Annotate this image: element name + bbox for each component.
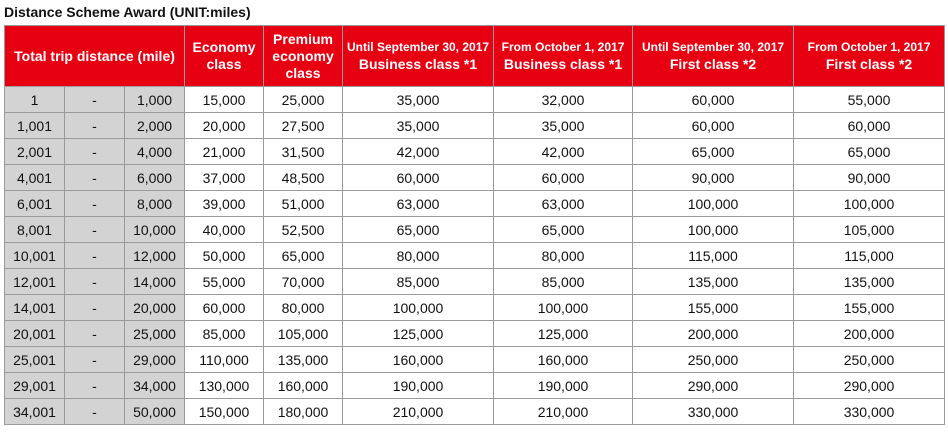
first-from-value: 100,000 (794, 191, 945, 217)
distance-from: 6,001 (5, 191, 65, 217)
distance-dash: - (65, 87, 125, 113)
first-until-value: 60,000 (633, 113, 794, 139)
business-from-value: 42,000 (494, 139, 633, 165)
first-until-value: 330,000 (633, 399, 794, 425)
distance-dash: - (65, 243, 125, 269)
economy-value: 85,000 (185, 321, 264, 347)
premium-economy-value: 105,000 (264, 321, 343, 347)
distance-to: 34,000 (125, 373, 185, 399)
header-date: Until September 30, 2017 (346, 40, 490, 54)
distance-to: 20,000 (125, 295, 185, 321)
business-until-value: 35,000 (343, 113, 494, 139)
distance-to: 1,000 (125, 87, 185, 113)
table-row (5, 217, 945, 243)
business-until-value: 160,000 (343, 347, 494, 373)
economy-value: 40,000 (185, 217, 264, 243)
header-economy-line: class (206, 56, 242, 72)
first-from-value: 105,000 (794, 217, 945, 243)
table-row (5, 321, 945, 347)
business-from-value: 63,000 (494, 191, 633, 217)
distance-from: 34,001 (5, 399, 65, 425)
economy-value: 130,000 (185, 373, 264, 399)
business-until-value: 100,000 (343, 295, 494, 321)
table-row (5, 87, 945, 113)
header-premium-line: class (285, 64, 321, 81)
business-from-value: 32,000 (494, 87, 633, 113)
distance-to: 25,000 (125, 321, 185, 347)
header-date: Until September 30, 2017 (641, 40, 785, 54)
header-economy (185, 26, 264, 87)
first-until-value: 90,000 (633, 165, 794, 191)
premium-economy-value: 70,000 (264, 269, 343, 295)
business-from-value: 65,000 (494, 217, 633, 243)
premium-economy-value: 160,000 (264, 373, 343, 399)
distance-from: 10,001 (5, 243, 65, 269)
header-economy-line: Economy (192, 39, 256, 55)
header-date: From October 1, 2017 (807, 40, 931, 54)
table-row (5, 399, 945, 425)
premium-economy-value: 51,000 (264, 191, 343, 217)
header-premium-line: Premium (273, 30, 333, 47)
distance-from: 2,001 (5, 139, 65, 165)
economy-value: 110,000 (185, 347, 264, 373)
distance-from: 12,001 (5, 269, 65, 295)
distance-from: 8,001 (5, 217, 65, 243)
header-business-from (494, 26, 633, 87)
premium-economy-value: 180,000 (264, 399, 343, 425)
economy-value: 21,000 (185, 139, 264, 165)
first-until-value: 115,000 (633, 243, 794, 269)
distance-dash: - (65, 191, 125, 217)
distance-from: 4,001 (5, 165, 65, 191)
header-business-until (343, 26, 494, 87)
business-until-value: 210,000 (343, 399, 494, 425)
header-row (5, 26, 945, 87)
distance-from: 1,001 (5, 113, 65, 139)
first-from-value: 330,000 (794, 399, 945, 425)
business-from-value: 100,000 (494, 295, 633, 321)
distance-dash: - (65, 139, 125, 165)
business-from-value: 210,000 (494, 399, 633, 425)
table-row (5, 347, 945, 373)
header-date: From October 1, 2017 (501, 40, 625, 54)
first-until-value: 250,000 (633, 347, 794, 373)
business-until-value: 65,000 (343, 217, 494, 243)
distance-dash: - (65, 321, 125, 347)
first-from-value: 55,000 (794, 87, 945, 113)
distance-to: 50,000 (125, 399, 185, 425)
distance-from: 29,001 (5, 373, 65, 399)
table-row (5, 373, 945, 399)
first-until-value: 100,000 (633, 191, 794, 217)
distance-dash: - (65, 217, 125, 243)
business-from-value: 35,000 (494, 113, 633, 139)
distance-dash: - (65, 295, 125, 321)
distance-to: 2,000 (125, 113, 185, 139)
distance-dash: - (65, 269, 125, 295)
first-from-value: 200,000 (794, 321, 945, 347)
header-class: First class *2 (825, 56, 913, 72)
award-table (4, 25, 945, 425)
business-until-value: 42,000 (343, 139, 494, 165)
distance-from: 14,001 (5, 295, 65, 321)
premium-economy-value: 48,500 (264, 165, 343, 191)
distance-to: 29,000 (125, 347, 185, 373)
economy-value: 20,000 (185, 113, 264, 139)
economy-value: 37,000 (185, 165, 264, 191)
business-from-value: 190,000 (494, 373, 633, 399)
premium-economy-value: 65,000 (264, 243, 343, 269)
header-class: First class *2 (669, 56, 757, 72)
header-class: Business class *1 (503, 56, 623, 72)
first-from-value: 65,000 (794, 139, 945, 165)
first-until-value: 65,000 (633, 139, 794, 165)
economy-value: 60,000 (185, 295, 264, 321)
first-from-value: 155,000 (794, 295, 945, 321)
first-from-value: 90,000 (794, 165, 945, 191)
distance-to: 10,000 (125, 217, 185, 243)
economy-value: 15,000 (185, 87, 264, 113)
premium-economy-value: 80,000 (264, 295, 343, 321)
distance-to: 6,000 (125, 165, 185, 191)
distance-to: 4,000 (125, 139, 185, 165)
first-from-value: 135,000 (794, 269, 945, 295)
distance-from: 25,001 (5, 347, 65, 373)
first-until-value: 135,000 (633, 269, 794, 295)
business-from-value: 60,000 (494, 165, 633, 191)
distance-dash: - (65, 399, 125, 425)
header-class: Business class *1 (358, 56, 478, 72)
distance-dash: - (65, 113, 125, 139)
business-until-value: 35,000 (343, 87, 494, 113)
business-until-value: 125,000 (343, 321, 494, 347)
first-from-value: 115,000 (794, 243, 945, 269)
business-until-value: 80,000 (343, 243, 494, 269)
page-title: Distance Scheme Award (UNIT:miles) (4, 4, 251, 20)
premium-economy-value: 135,000 (264, 347, 343, 373)
first-from-value: 60,000 (794, 113, 945, 139)
table-row (5, 269, 945, 295)
economy-value: 39,000 (185, 191, 264, 217)
distance-dash: - (65, 347, 125, 373)
distance-to: 14,000 (125, 269, 185, 295)
economy-value: 55,000 (185, 269, 264, 295)
table-row (5, 191, 945, 217)
distance-dash: - (65, 373, 125, 399)
header-first-from (794, 26, 945, 87)
business-until-value: 60,000 (343, 165, 494, 191)
table-row (5, 165, 945, 191)
first-from-value: 250,000 (794, 347, 945, 373)
economy-value: 150,000 (185, 399, 264, 425)
first-until-value: 100,000 (633, 217, 794, 243)
business-from-value: 80,000 (494, 243, 633, 269)
premium-economy-value: 25,000 (264, 87, 343, 113)
first-until-value: 290,000 (633, 373, 794, 399)
table-row (5, 295, 945, 321)
business-from-value: 125,000 (494, 321, 633, 347)
table-row (5, 113, 945, 139)
first-until-value: 60,000 (633, 87, 794, 113)
distance-to: 8,000 (125, 191, 185, 217)
table-row (5, 243, 945, 269)
distance-from: 20,001 (5, 321, 65, 347)
distance-to: 12,000 (125, 243, 185, 269)
business-until-value: 190,000 (343, 373, 494, 399)
business-until-value: 85,000 (343, 269, 494, 295)
header-premium-line: economy (272, 47, 334, 64)
first-until-value: 155,000 (633, 295, 794, 321)
premium-economy-value: 31,500 (264, 139, 343, 165)
header-trip-distance: Total trip distance (mile) (5, 26, 185, 87)
distance-dash: - (65, 165, 125, 191)
distance-from: 1 (5, 87, 65, 113)
premium-economy-value: 52,500 (264, 217, 343, 243)
first-until-value: 200,000 (633, 321, 794, 347)
business-from-value: 160,000 (494, 347, 633, 373)
table-row (5, 139, 945, 165)
header-first-until (633, 26, 794, 87)
first-from-value: 290,000 (794, 373, 945, 399)
business-from-value: 85,000 (494, 269, 633, 295)
award-table-body (5, 87, 945, 425)
economy-value: 50,000 (185, 243, 264, 269)
business-until-value: 63,000 (343, 191, 494, 217)
header-premium-economy (264, 26, 343, 87)
premium-economy-value: 27,500 (264, 113, 343, 139)
